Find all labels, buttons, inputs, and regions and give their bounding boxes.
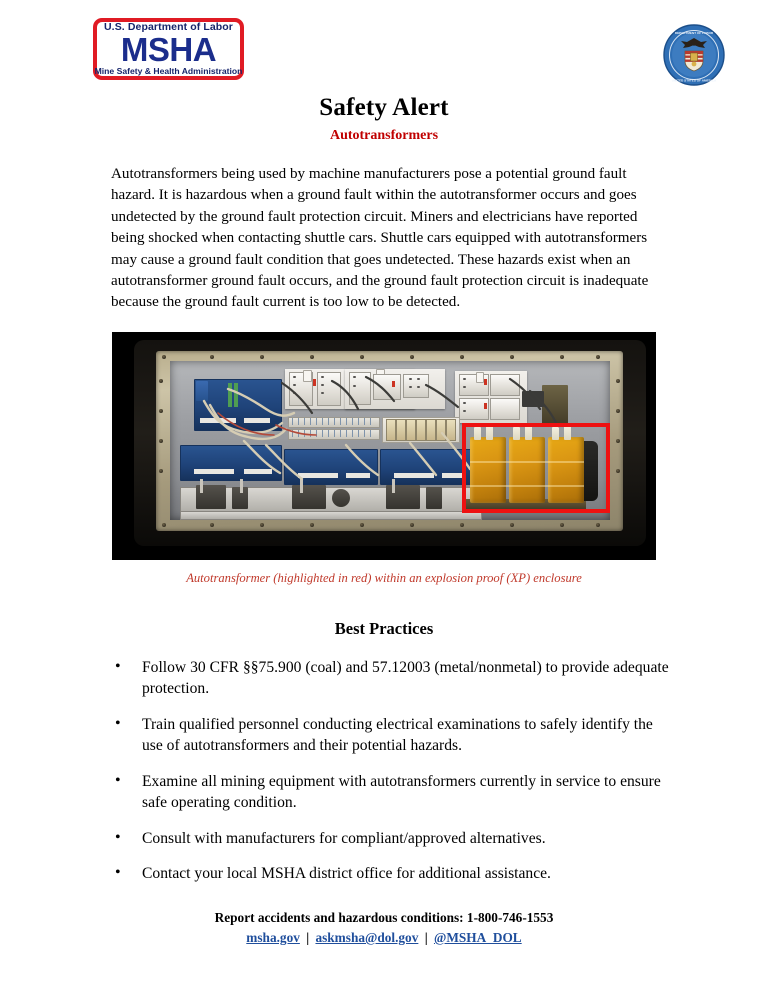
report-hotline-text: Report accidents and hazardous conditions: 1-800-746-1553 [214,910,554,925]
list-item: • Examine all mining equipment with autotransformers currently in service to ensure safe operating condition. [115,771,675,814]
msha-logo-dept-line: U.S. Department of Labor [104,21,233,34]
page-subtitle: Autotransformers [329,127,439,143]
best-practices-heading: Best Practices [334,618,434,638]
svg-text:DEPARTMENT OF LABOR: DEPARTMENT OF LABOR [674,30,714,35]
svg-text:UNITED STATES OF AMERICA: UNITED STATES OF AMERICA [671,78,717,83]
footer-links [0,930,768,946]
list-item: • Follow 30 CFR §§75.900 (coal) and 57.12003 (metal/nonmetal) to provide adequate protection. [115,657,675,700]
link-askmsha-email[interactable]: askmsha@dol.gov [315,930,419,945]
figure-photo [112,332,656,560]
figure-caption: Autotransformer (highlighted in red) within an explosion proof (XP) enclosure [186,570,582,585]
list-item: • Consult with manufacturers for compliant/approved alternatives. [115,828,675,850]
title-block [0,94,768,143]
footer-separator-1: | [306,930,310,945]
list-item: • Train qualified personnel conducting electrical examinations to safely identify the use of autotransformers and their potential hazards. [115,714,675,757]
best-practices-list [93,657,675,885]
msha-logo [93,18,244,80]
msha-logo-full-name: Mine Safety & Health Administration [94,66,243,77]
intro-paragraph: Autotransformers being used by machine manufacturers pose a potential ground fault hazard. It is hazardous when a ground fault within the autotransformer occurs and goes undetected by the ground fault protection circuit. Miners and electricians have reported being shocked when contacting shuttle cars. Shuttle cars equipped with autotransformers may cause a ground fault condition that goes undetected. These hazards exist when an autotransformer ground fault occurs, and the ground fault protection circuit is inadequate because the ground fault current is too low to be detected. [111,165,649,311]
enclosure-photograph [112,332,656,560]
footer-separator-2: | [424,930,428,945]
msha-logo-acronym: MSHA [120,30,217,68]
page-footer [0,910,768,946]
link-msha-twitter[interactable]: @MSHA_DOL [433,930,522,945]
enclosure-interior-panel [170,361,610,520]
dol-seal-icon [663,24,725,86]
page-header [0,0,768,92]
link-msha-website[interactable]: msha.gov [246,930,300,945]
autotransformer-highlight-box [462,423,610,513]
page-title: Safety Alert [319,94,449,121]
list-item: • Contact your local MSHA district office for additional assistance. [115,863,675,885]
